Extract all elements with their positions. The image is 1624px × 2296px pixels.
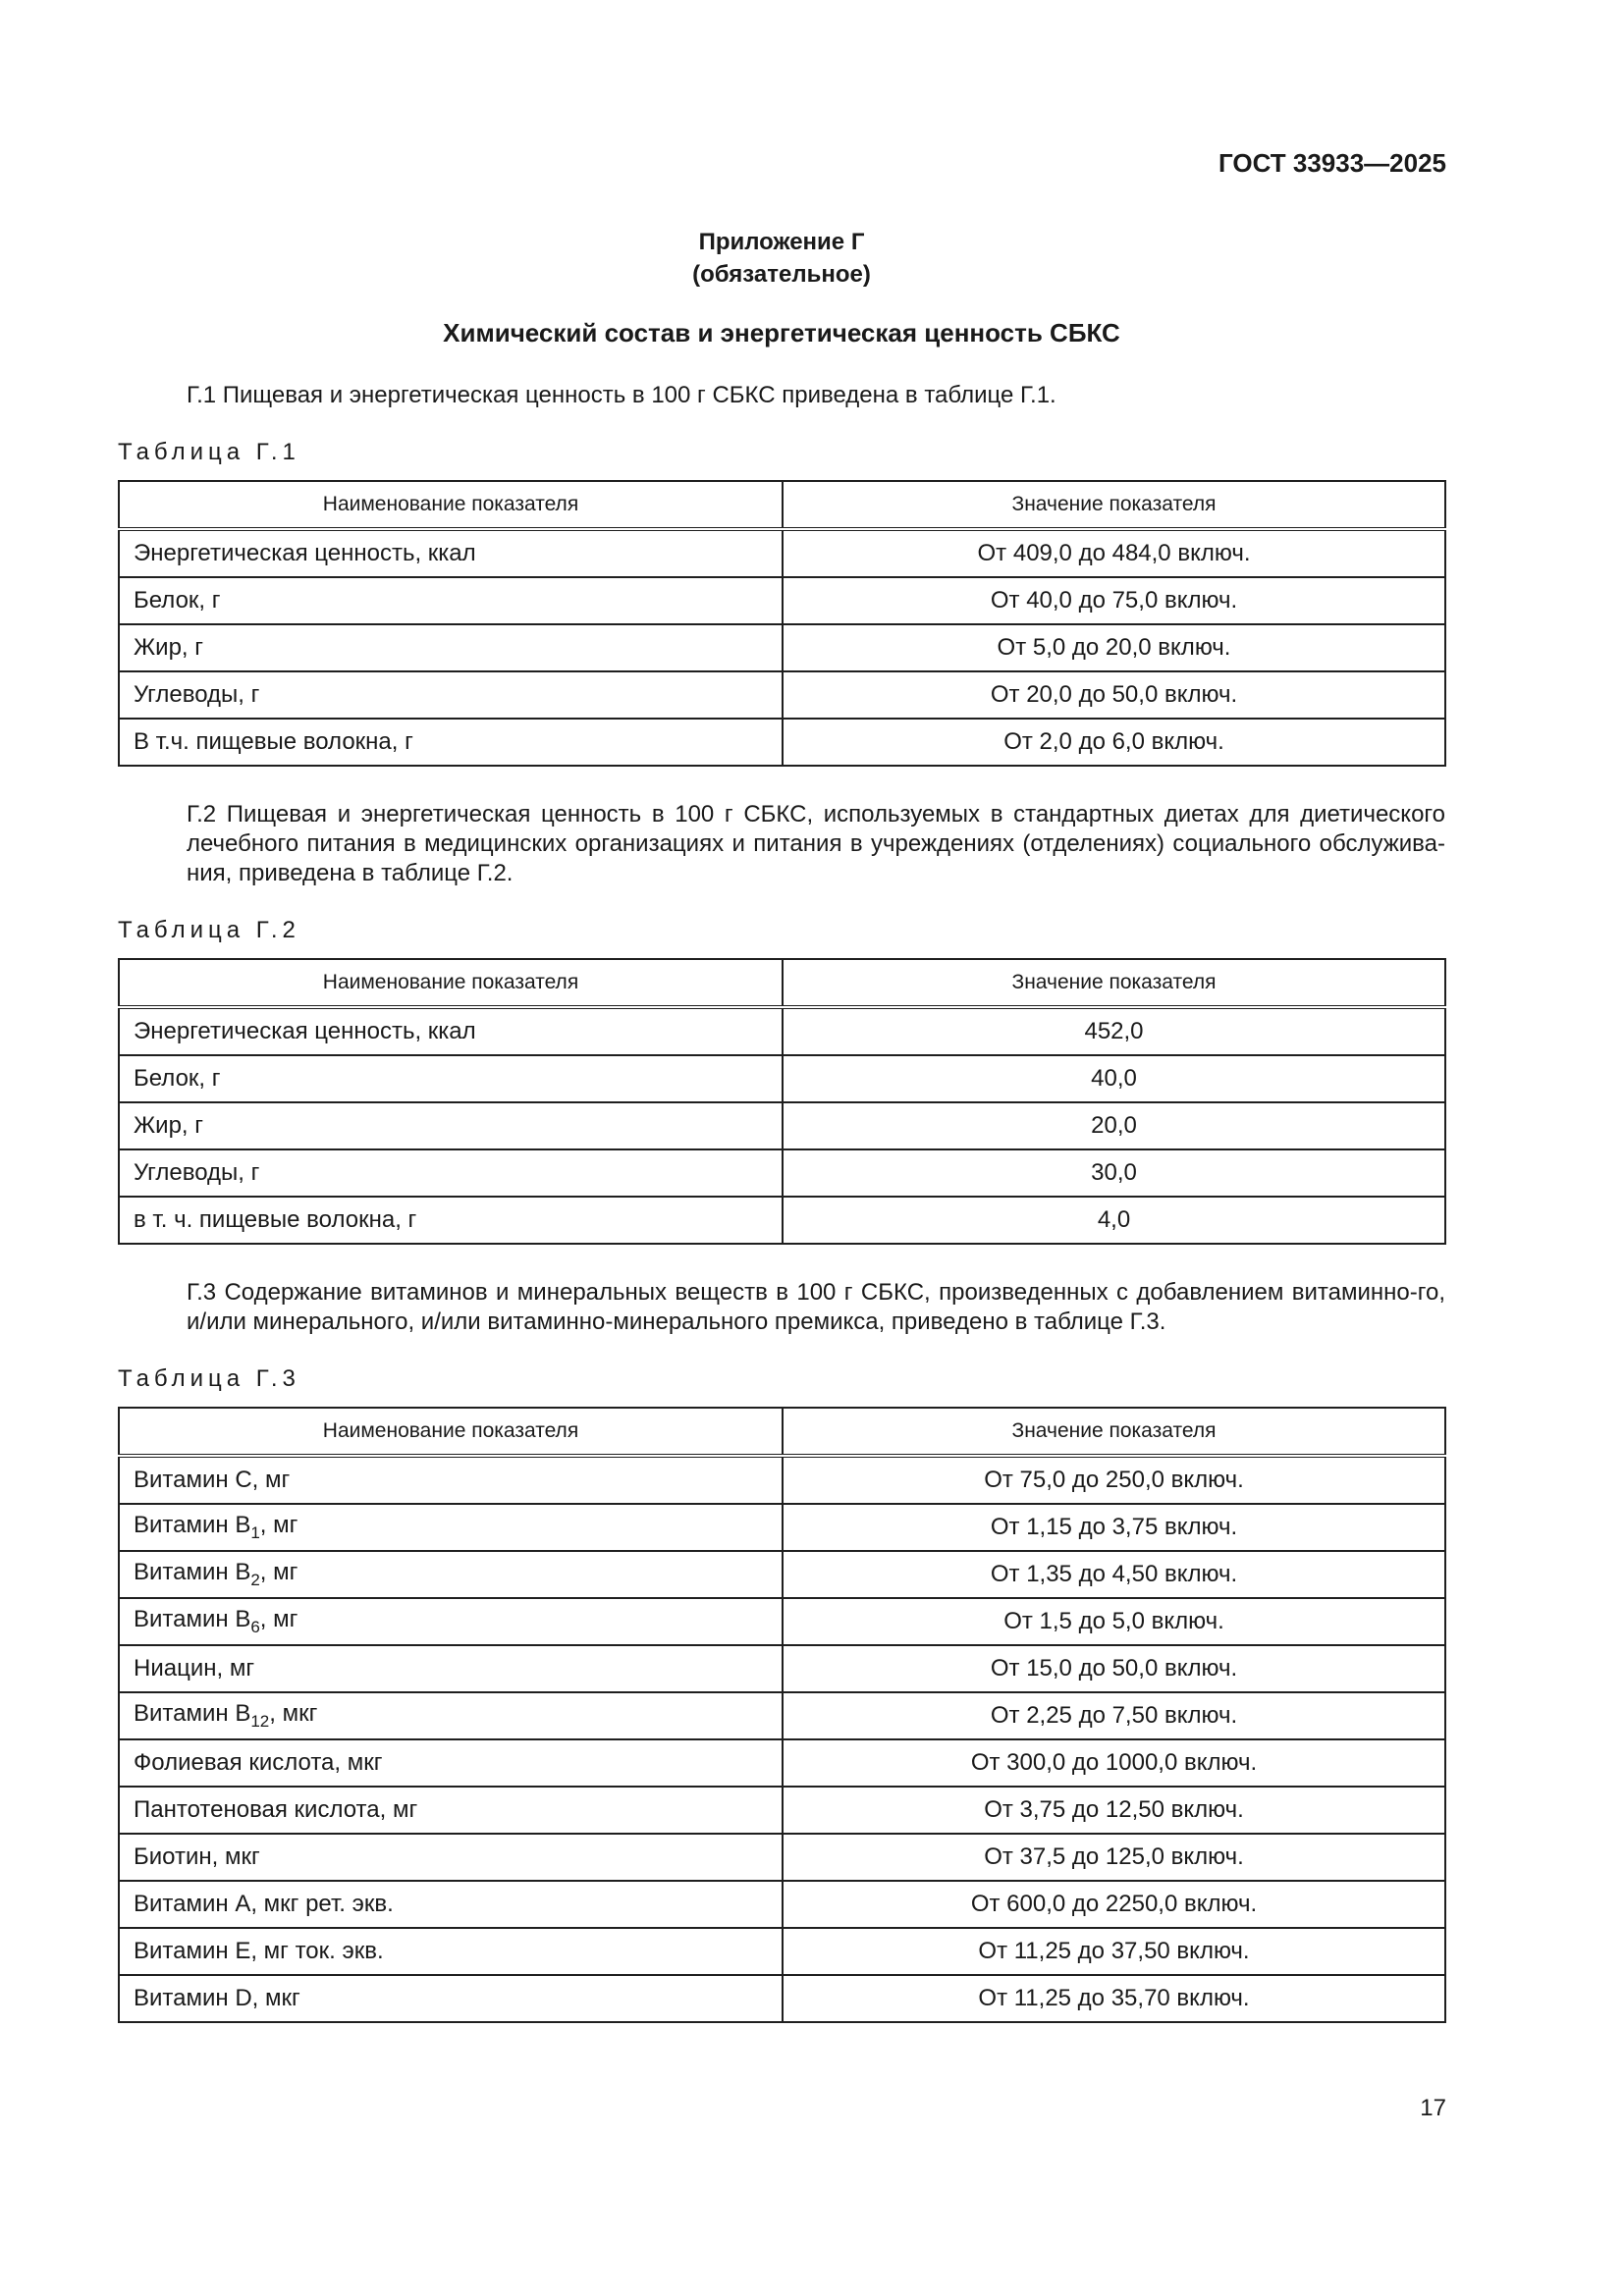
table-row [119,1787,1445,1834]
column-header-name: Наименование показателя [119,481,783,529]
indicator-name: Витамин A, мкг рет. экв. [119,1881,783,1928]
indicator-value: От 11,25 до 37,50 включ. [783,1928,1445,1975]
indicator-value: От 1,5 до 5,0 включ. [783,1598,1445,1645]
indicator-value: От 20,0 до 50,0 включ. [783,671,1445,719]
appendix-heading [118,226,1445,291]
indicator-name: Энергетическая ценность, ккал [119,1007,783,1055]
column-header-value: Значение показателя [783,1408,1445,1456]
table-row [119,1456,1445,1504]
table-row [119,1928,1445,1975]
table-row [119,1007,1445,1055]
table-row [119,624,1445,671]
indicator-value: От 409,0 до 484,0 включ. [783,529,1445,577]
table-row [119,1692,1445,1739]
indicator-value: От 5,0 до 20,0 включ. [783,624,1445,671]
indicator-value: 40,0 [783,1055,1445,1102]
indicator-name: Витамин E, мг ток. экв. [119,1928,783,1975]
appendix-title: Приложение Г [698,229,865,255]
indicator-name: в т. ч. пищевые волокна, г [119,1197,783,1244]
indicator-name: Витамин $B_2$, мг [119,1551,783,1598]
table-label-g1: Таблица Г.1 [118,439,300,465]
table-row [119,671,1445,719]
table-row [119,1102,1445,1149]
indicator-value: От 1,15 до 3,75 включ. [783,1504,1445,1551]
table-label-g2: Таблица Г.2 [118,917,300,943]
column-header-name: Наименование показателя [119,1408,783,1456]
table-label-g3: Таблица Г.3 [118,1365,300,1392]
table-row [119,1149,1445,1197]
table-row [119,1055,1445,1102]
indicator-value: 4,0 [783,1197,1445,1244]
indicator-value: От 75,0 до 250,0 включ. [783,1456,1445,1504]
indicator-name: В т.ч. пищевые волокна, г [119,719,783,766]
indicator-name: Белок, г [119,577,783,624]
indicator-value: От 2,25 до 7,50 включ. [783,1692,1445,1739]
indicator-value: От 15,0 до 50,0 включ. [783,1645,1445,1692]
indicator-name: Витамин $B_6$, мг [119,1598,783,1645]
section-title: Химический состав и энергетическая ценность СБКС [443,318,1120,347]
table-row [119,1881,1445,1928]
paragraph-g2: Г.2 Пищевая и энергетическая ценность в 100 г СБКС, используемых в стандартных диетах для диетического лечебного питания в медицинских организациях и питания в учреждениях (отделениях) социального обслужива-ния, приведена в таблице Г.2. [187,801,1445,886]
appendix-status: (обязательное) [692,261,871,288]
table-row [119,1551,1445,1598]
indicator-name: Фолиевая кислота, мкг [119,1739,783,1787]
indicator-name: Жир, г [119,1102,783,1149]
table-row [119,1504,1445,1551]
column-header-name: Наименование показателя [119,959,783,1007]
table-row [119,1645,1445,1692]
indicator-value: 30,0 [783,1149,1445,1197]
indicator-name: Ниацин, мг [119,1645,783,1692]
indicator-value: От 3,75 до 12,50 включ. [783,1787,1445,1834]
indicator-name: Витамин D, мкг [119,1975,783,2022]
indicator-name: Углеводы, г [119,671,783,719]
indicator-value: От 11,25 до 35,70 включ. [783,1975,1445,2022]
indicator-name: Пантотеновая кислота, мг [119,1787,783,1834]
table-g3 [118,1407,1446,2023]
indicator-name: Витамин $B_1$, мг [119,1504,783,1551]
table-row [119,1197,1445,1244]
indicator-name: Витамин C, мг [119,1456,783,1504]
table-row [119,1739,1445,1787]
indicator-value: От 40,0 до 75,0 включ. [783,577,1445,624]
table-row [119,1598,1445,1645]
indicator-name: Жир, г [119,624,783,671]
table-row [119,1834,1445,1881]
column-header-value: Значение показателя [783,481,1445,529]
table-row [119,577,1445,624]
indicator-value: От 600,0 до 2250,0 включ. [783,1881,1445,1928]
indicator-name: Биотин, мкг [119,1834,783,1881]
indicator-name: Углеводы, г [119,1149,783,1197]
indicator-value: 452,0 [783,1007,1445,1055]
indicator-value: От 1,35 до 4,50 включ. [783,1551,1445,1598]
table-row [119,1975,1445,2022]
column-header-value: Значение показателя [783,959,1445,1007]
table-row [119,529,1445,577]
page-number: 17 [1420,2095,1446,2121]
indicator-value: 20,0 [783,1102,1445,1149]
table-row [119,719,1445,766]
indicator-name: Белок, г [119,1055,783,1102]
indicator-value: От 300,0 до 1000,0 включ. [783,1739,1445,1787]
document-code: ГОСТ 33933—2025 [1218,148,1446,178]
table-g1 [118,480,1446,767]
indicator-name: Энергетическая ценность, ккал [119,529,783,577]
paragraph-g1: Г.1 Пищевая и энергетическая ценность в 100 г СБКС приведена в таблице Г.1. [187,382,1056,408]
indicator-value: От 37,5 до 125,0 включ. [783,1834,1445,1881]
indicator-value: От 2,0 до 6,0 включ. [783,719,1445,766]
indicator-name: Витамин $B_{12}$, мкг [119,1692,783,1739]
table-g2 [118,958,1446,1245]
paragraph-g3: Г.3 Содержание витаминов и минеральных веществ в 100 г СБКС, произведенных с добавлением витаминно-го, и/или минерального, и/или витаминно-минерального премикса, приведено в таблице Г.3. [187,1279,1445,1335]
